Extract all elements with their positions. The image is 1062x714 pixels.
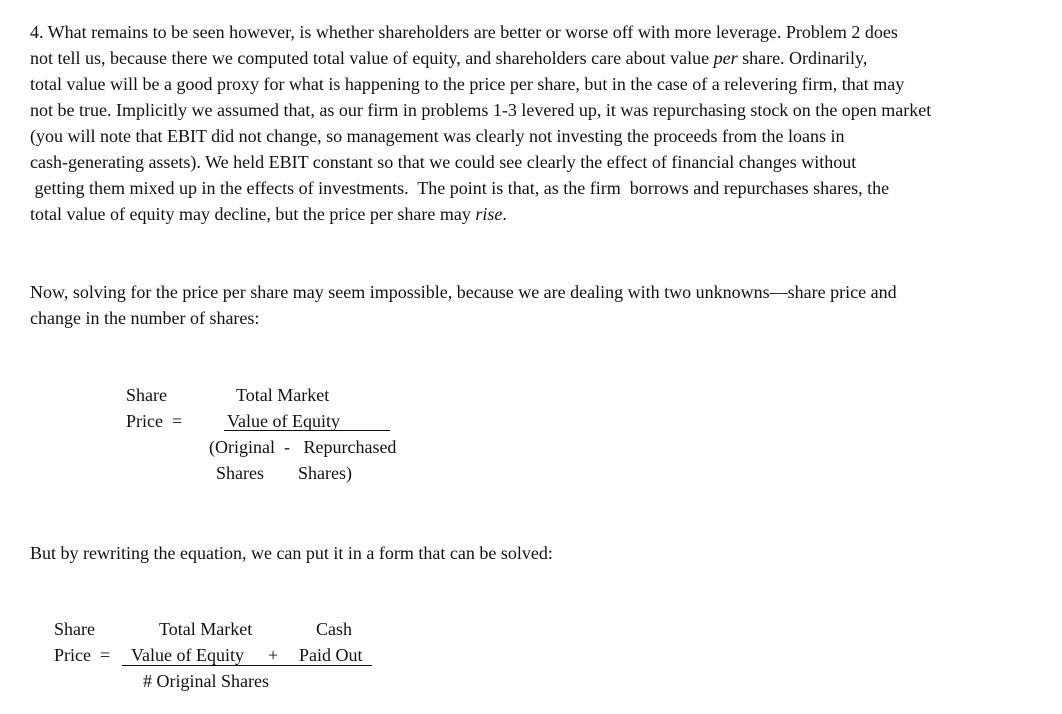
eq2-lhs-share: Share xyxy=(54,619,95,639)
eq1-denominator-line1: (Original - Repurchased xyxy=(209,437,397,457)
text-line: not be true. Implicitly we assumed that, as our firm in problems 1-3 levered up, it was repurchasing stock on the open market xyxy=(30,100,932,120)
eq1-fraction-bar xyxy=(224,430,390,431)
text-line: cash-generating assets). We held EBIT constant so that we could see clearly the effect of financial changes without xyxy=(30,152,857,172)
paragraph-rewrite-intro xyxy=(30,540,1060,566)
paragraph-solving-intro xyxy=(30,279,1060,331)
text-line: getting them mixed up in the effects of investments. The point is that, as the firm borrows and repurchases shares, the xyxy=(30,178,890,198)
text-segment: . xyxy=(502,204,507,224)
text-line xyxy=(30,201,1060,227)
eq2-numerator-a-line1: Total Market xyxy=(159,619,253,639)
eq2-plus-sign: + xyxy=(268,645,279,665)
eq2-numerator-b-line2: Paid Out xyxy=(299,645,363,665)
text-line: change in the number of shares: xyxy=(30,308,260,328)
text-line: (you will note that EBIT did not change, so management was clearly not investing the proceeds from the loans in xyxy=(30,126,845,146)
eq2-numerator-a-line2: Value of Equity xyxy=(131,645,244,665)
text-segment: share. Ordinarily, xyxy=(737,48,868,68)
eq1-lhs-price-equals: Price = xyxy=(126,411,183,431)
eq2-lhs-price-equals: Price = xyxy=(54,645,111,665)
eq1-denominator-shares-close: Shares) xyxy=(298,463,352,483)
eq1-numerator-line1: Total Market xyxy=(236,385,330,405)
eq1-lhs-share: Share xyxy=(126,385,167,405)
text-line: total value will be a good proxy for what is happening to the price per share, but in the case of a relevering firm, that may xyxy=(30,74,905,94)
text-line: 4. What remains to be seen however, is whether shareholders are better or worse off with more leverage. Problem 2 does xyxy=(30,22,898,42)
italic-word-rise: rise xyxy=(475,204,503,224)
eq2-numerator-b-line1: Cash xyxy=(316,619,352,639)
text-segment: not tell us, because there we computed total value of equity, and shareholders care about value xyxy=(30,48,714,68)
eq1-numerator-line2: Value of Equity xyxy=(227,411,340,431)
text-line: But by rewriting the equation, we can put it in a form that can be solved: xyxy=(30,543,553,563)
text-segment: total value of equity may decline, but the price per share may xyxy=(30,204,476,224)
italic-word-per: per xyxy=(713,48,738,68)
text-line: Now, solving for the price per share may seem impossible, because we are dealing with two unknowns—share price and xyxy=(30,282,897,302)
eq2-denominator: # Original Shares xyxy=(143,671,269,691)
paragraph-problem-4 xyxy=(30,19,1060,227)
eq2-fraction-bar xyxy=(122,665,372,666)
eq1-denominator-shares: Shares xyxy=(216,463,264,483)
text-line xyxy=(30,45,1060,71)
